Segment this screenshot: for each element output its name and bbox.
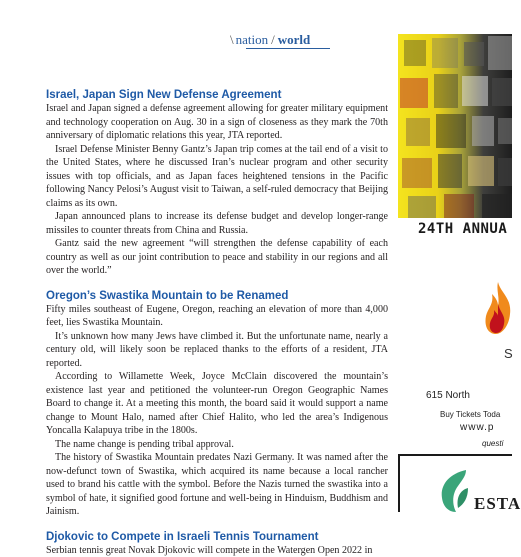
ad-questions-line: questi	[482, 439, 503, 448]
article-israel-japan	[46, 88, 388, 278]
article-column	[46, 88, 388, 557]
article-headline: Israel, Japan Sign New Defense Agreement	[46, 88, 388, 102]
collage-tile	[432, 38, 458, 68]
collage-tile	[444, 194, 474, 218]
event-advertisement[interactable]	[398, 34, 512, 446]
collage-tile	[488, 36, 512, 70]
second-advertisement[interactable]	[398, 454, 512, 512]
collage-tile	[408, 196, 436, 218]
article-swastika-mountain	[46, 289, 388, 519]
ad2-text: ESTA	[474, 494, 521, 514]
article-headline: Oregon’s Swastika Mountain to be Renamed	[46, 289, 388, 303]
collage-tile	[436, 114, 466, 148]
collage-tile	[464, 42, 484, 66]
article-paragraph: According to Willamette Week, Joyce McClain discovered the mountain’s existence last year and petitioned the volunteer-run Oregon Geographic Names Board to change it. At a meeting this month, the board said it would support a name change to Mount Halo, named after Chief Halito, who led the area’s Indigenous Yoncalla Kalapuya tribe in the 1800s.	[46, 370, 388, 438]
ad-address: 615 North	[426, 390, 470, 401]
section-separator: /	[271, 32, 275, 47]
collage-tile	[462, 76, 488, 106]
collage-tile	[434, 74, 458, 108]
ad-website[interactable]: www.p	[460, 422, 494, 433]
collage-tile	[498, 118, 512, 144]
section-nation: nation	[236, 32, 269, 47]
article-gap	[46, 278, 388, 289]
collage-tile	[400, 78, 428, 108]
article-paragraph: Serbian tennis great Novak Djokovic will compete in the Watergen Open 2022 in	[46, 544, 388, 557]
collage-tile	[492, 78, 512, 106]
ad-letter: S	[504, 346, 513, 361]
ad-title: 24TH ANNUA	[418, 221, 507, 237]
article-paragraph: The name change is pending tribal approval.	[46, 438, 388, 452]
ad-photo-collage	[398, 34, 512, 218]
article-paragraph: It’s unknown how many Jews have climbed it. But the unfortunate name, nearly a century old, will likely soon be replaced thanks to the efforts of a resident, JTA reported.	[46, 330, 388, 371]
flame-icon	[482, 280, 514, 336]
article-gap	[46, 519, 388, 530]
collage-tile	[468, 156, 494, 186]
collage-tile	[438, 154, 462, 188]
article-paragraph: Fifty miles southeast of Eugene, Oregon, reaching an elevation of more than 4,000 feet, lies Swastika Mountain.	[46, 303, 388, 330]
collage-tile	[402, 158, 432, 188]
collage-tile	[406, 118, 430, 146]
article-paragraph: Japan announced plans to increase its defense budget and develop longer-range missiles to counter threats from China and Russia.	[46, 210, 388, 237]
leaf-logo-icon	[438, 468, 472, 514]
article-paragraph: The history of Swastika Mountain predates Nazi Germany. It was named after the now-defunct town of Swastika, which acquired its name because a local rancher used to brand his cattle with the symbol. Before the Nazis turned the swastika into a symbol of hate, it signified good fortune and well-being in Hinduism, Buddhism and Jainism.	[46, 451, 388, 519]
section-slash: \	[230, 32, 234, 47]
collage-tile	[482, 194, 512, 218]
collage-tile	[472, 116, 494, 146]
collage-tile	[498, 158, 512, 186]
article-paragraph: Gantz said the new agreement “will strengthen the defense capability of each country as well as our joint contribution to peace and stability in our regions and all over the world.”	[46, 237, 388, 278]
section-label	[230, 32, 310, 48]
article-headline: Djokovic to Compete in Israeli Tennis Tournament	[46, 530, 388, 544]
article-paragraph: Israel and Japan signed a defense agreement allowing for greater military equipment and technology cooperation on Aug. 30 in a sign of closeness as they mark the 70th anniversary of diplomatic relations this year, JTA reported.	[46, 102, 388, 143]
collage-tile	[404, 40, 426, 66]
section-world: world	[278, 32, 311, 47]
ad-tickets-line: Buy Tickets Toda	[440, 410, 500, 419]
section-rule	[246, 48, 330, 49]
article-djokovic	[46, 530, 388, 557]
article-paragraph: Israel Defense Minister Benny Gantz’s Japan trip comes at the tail end of a visit to the United States, where he discussed Iran’s nuclear program and other security issues with top officials, and as Japan faces heightened tensions in the Pacific following Nancy Pelosi’s August visit to Taiwan, a self-ruled democracy that Beijing claims as its own.	[46, 143, 388, 211]
